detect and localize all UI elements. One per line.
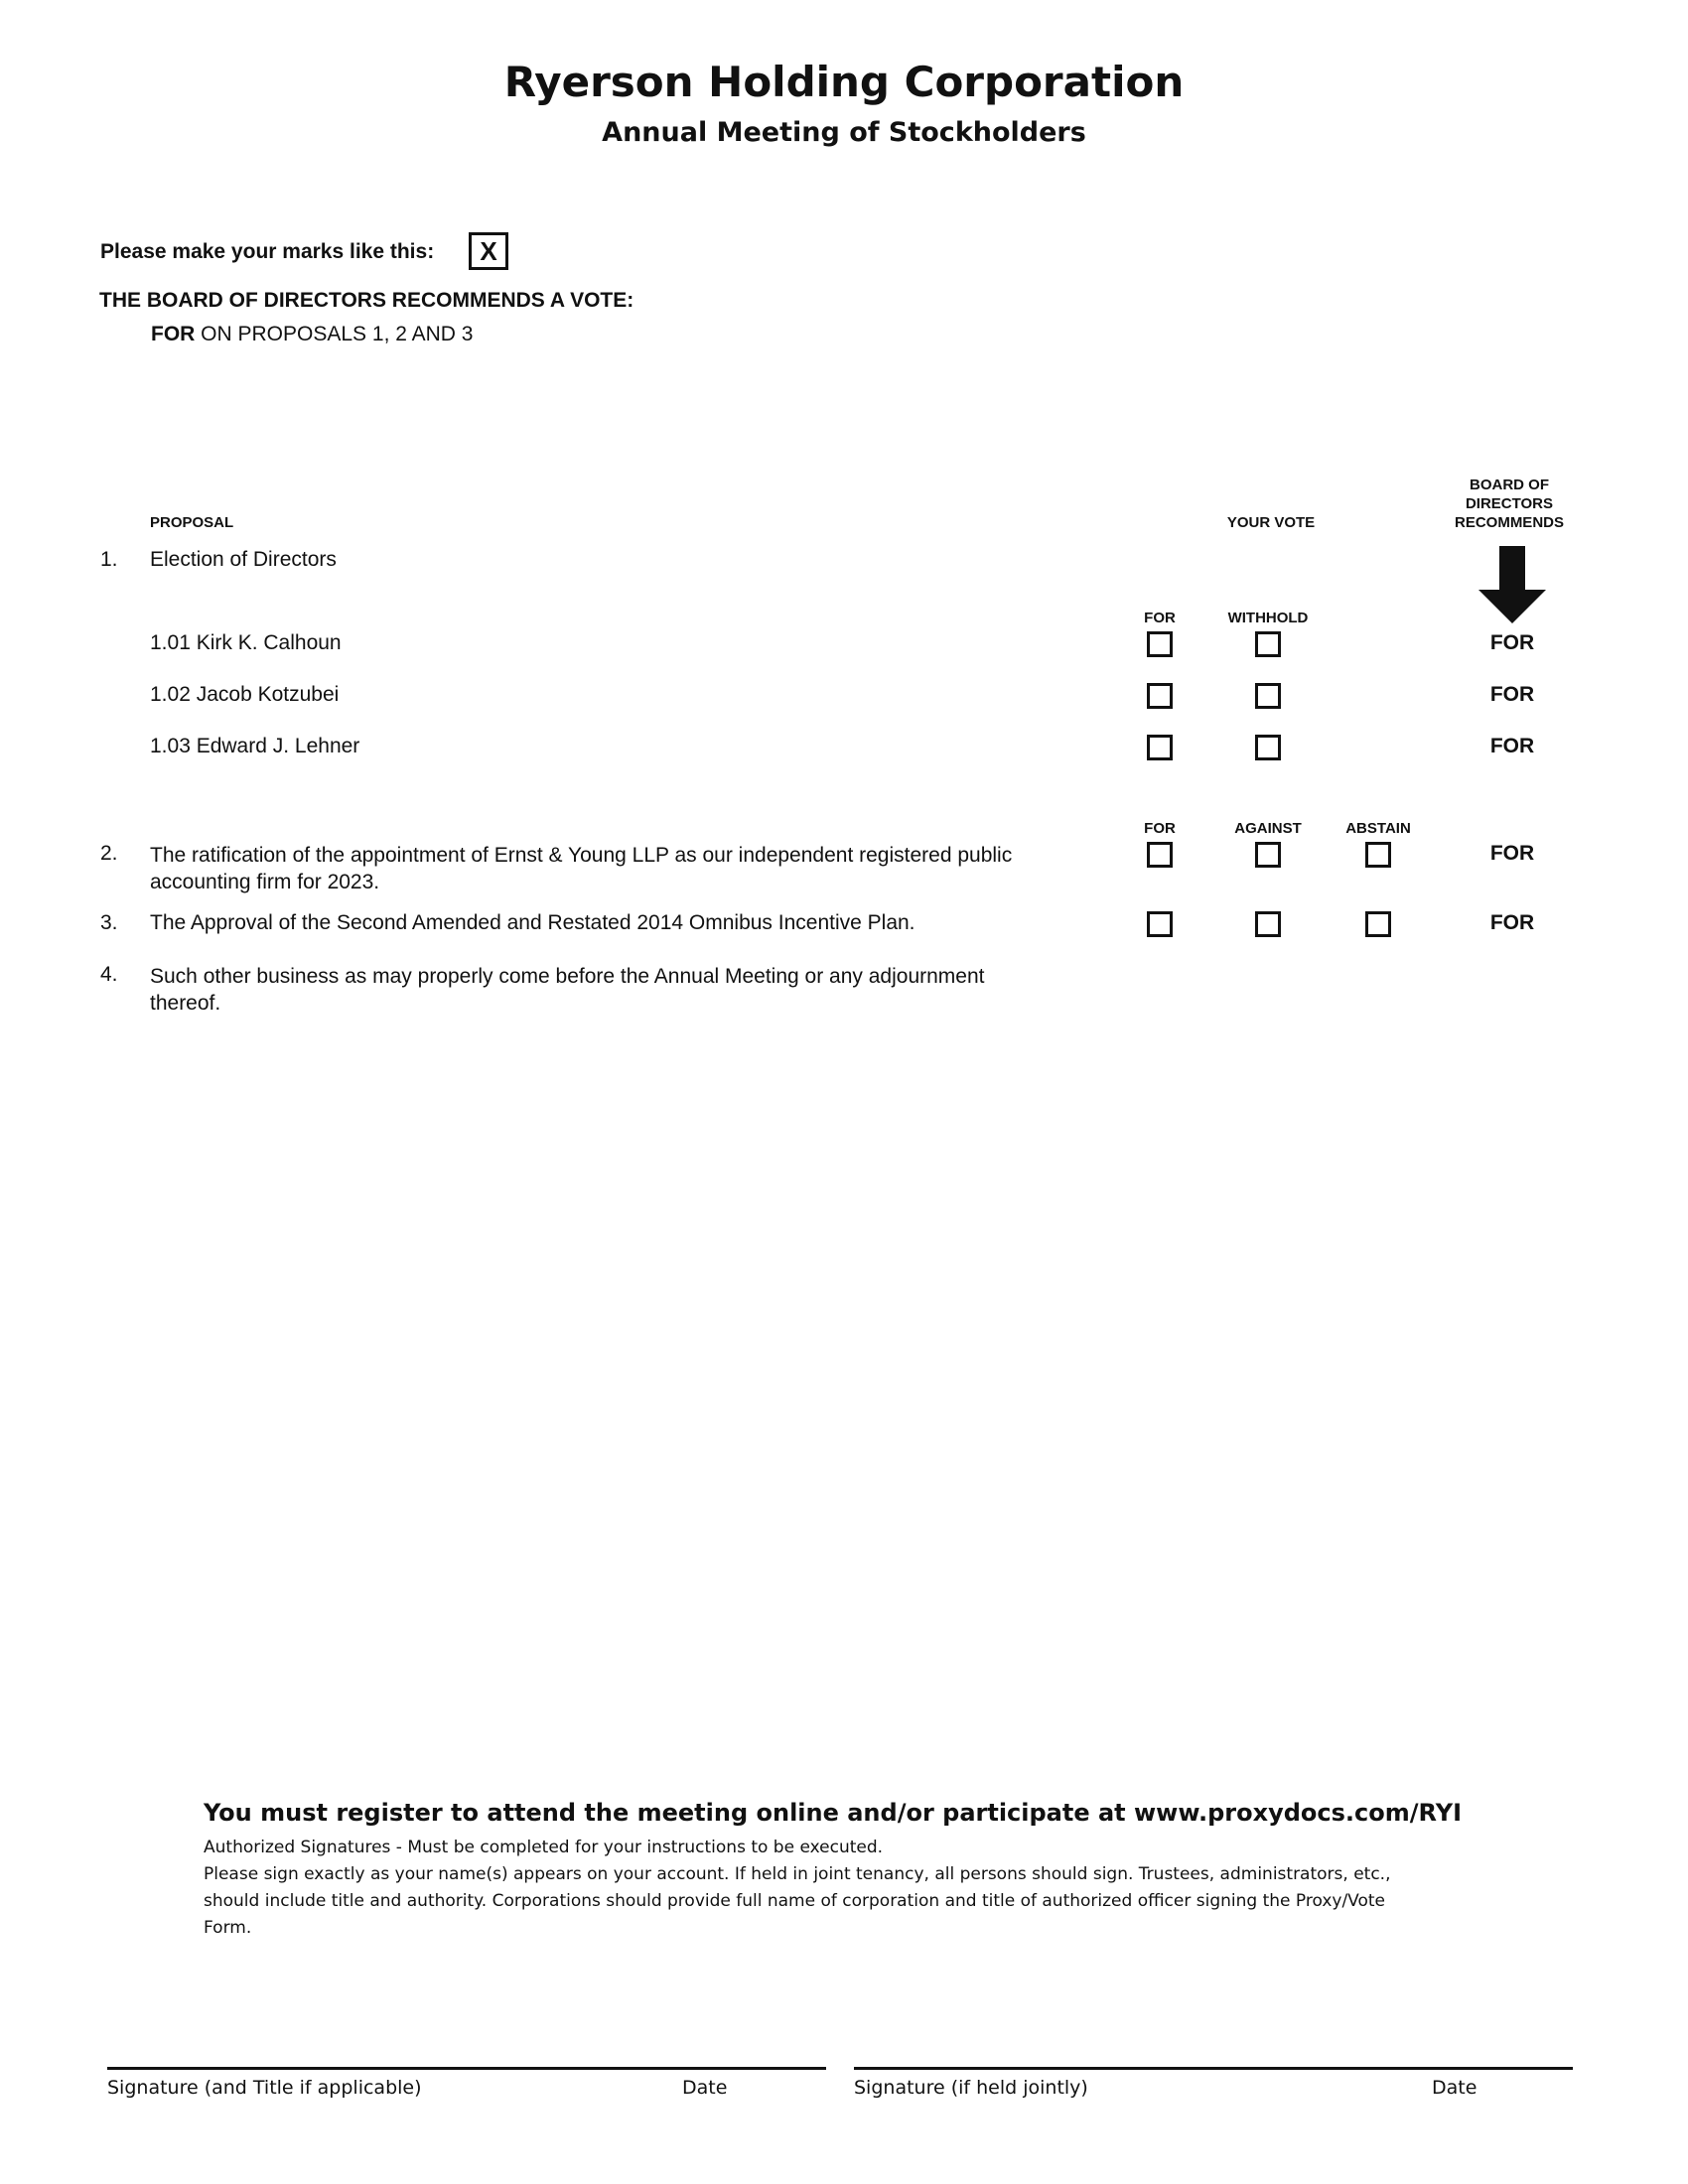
nominee-1-01-for-checkbox[interactable] bbox=[1147, 631, 1173, 657]
nominee-1-02-recommend: FOR bbox=[1489, 683, 1535, 706]
col-against-p2: AGAINST bbox=[1234, 820, 1302, 837]
nominee-1-03: 1.03 Edward J. Lehner bbox=[150, 735, 360, 757]
proposal-1-number: 1. bbox=[100, 548, 118, 571]
board-header-line3: RECOMMENDS bbox=[1454, 514, 1564, 531]
signature-2-caption: Signature (if held jointly) bbox=[854, 2077, 1088, 2099]
proposal-3-number: 3. bbox=[100, 911, 118, 934]
proposal-2-text bbox=[150, 842, 1012, 895]
down-arrow-icon bbox=[1477, 544, 1548, 625]
col-for-p1: FOR bbox=[1144, 610, 1176, 626]
nominee-1-03-for-checkbox[interactable] bbox=[1147, 735, 1173, 760]
register-notice: You must register to attend the meeting online and/or participate at www.proxydocs.com/RYI bbox=[204, 1799, 1462, 1827]
recommendation-for: FOR bbox=[151, 323, 196, 345]
proposal-3-for-checkbox[interactable] bbox=[1147, 911, 1173, 937]
proposal-2-abstain-checkbox[interactable] bbox=[1365, 842, 1391, 868]
proposal-2-line2: accounting firm for 2023. bbox=[150, 871, 380, 893]
proposal-2-recommend: FOR bbox=[1489, 842, 1535, 865]
proposal-column-header: PROPOSAL bbox=[150, 514, 234, 531]
nominee-1-03-recommend: FOR bbox=[1489, 735, 1535, 757]
date-2-caption: Date bbox=[1432, 2077, 1477, 2099]
signature-line-2[interactable] bbox=[854, 2067, 1573, 2070]
board-recommendation-line bbox=[151, 323, 473, 346]
nominee-1-02: 1.02 Jacob Kotzubei bbox=[150, 683, 340, 706]
sample-mark-box: X bbox=[469, 232, 508, 270]
sign-instructions-line3: Form. bbox=[204, 1918, 252, 1938]
proposal-2-against-checkbox[interactable] bbox=[1255, 842, 1281, 868]
proposal-3-against-checkbox[interactable] bbox=[1255, 911, 1281, 937]
proposal-2-line1: The ratification of the appointment of Ernst & Young LLP as our independent registered public bbox=[150, 844, 1013, 867]
proposal-4-line2: thereof. bbox=[150, 992, 221, 1015]
col-abstain-p2: ABSTAIN bbox=[1345, 820, 1411, 837]
proposal-1-text: Election of Directors bbox=[150, 548, 337, 571]
nominee-1-01: 1.01 Kirk K. Calhoun bbox=[150, 631, 342, 654]
col-withhold-p1: WITHHOLD bbox=[1227, 610, 1309, 626]
nominee-1-02-withhold-checkbox[interactable] bbox=[1255, 683, 1281, 709]
nominee-1-03-withhold-checkbox[interactable] bbox=[1255, 735, 1281, 760]
nominee-1-02-for-checkbox[interactable] bbox=[1147, 683, 1173, 709]
your-vote-header: YOUR VOTE bbox=[1226, 514, 1316, 531]
nominee-1-01-recommend: FOR bbox=[1489, 631, 1535, 654]
board-recommends-header bbox=[1430, 476, 1589, 532]
proposal-4-line1: Such other business as may properly come before the Annual Meeting or any adjournment bbox=[150, 965, 985, 988]
signature-line-1[interactable] bbox=[107, 2067, 826, 2070]
mark-instruction: Please make your marks like this: bbox=[100, 240, 435, 263]
proposal-3-text: The Approval of the Second Amended and Restated 2014 Omnibus Incentive Plan. bbox=[150, 911, 915, 934]
col-for-p2: FOR bbox=[1144, 820, 1176, 837]
board-header-line1: BOARD OF bbox=[1470, 477, 1549, 493]
proposal-2-for-checkbox[interactable] bbox=[1147, 842, 1173, 868]
form-subtitle: Annual Meeting of Stockholders bbox=[602, 117, 1086, 148]
proposal-4-number: 4. bbox=[100, 963, 118, 986]
form-title: Ryerson Holding Corporation bbox=[503, 58, 1185, 106]
proposal-3-abstain-checkbox[interactable] bbox=[1365, 911, 1391, 937]
proposal-3-recommend: FOR bbox=[1489, 911, 1535, 934]
proposal-2-number: 2. bbox=[100, 842, 118, 865]
board-recommendation-heading: THE BOARD OF DIRECTORS RECOMMENDS A VOTE: bbox=[99, 289, 634, 312]
footer-instructions bbox=[204, 1835, 1494, 1942]
date-1-caption: Date bbox=[682, 2077, 728, 2099]
auth-signatures-note: Authorized Signatures - Must be completed for your instructions to be executed. bbox=[204, 1838, 884, 1857]
recommendation-rest: ON PROPOSALS 1, 2 AND 3 bbox=[201, 323, 474, 345]
proposal-4-text bbox=[150, 963, 984, 1017]
signature-1-caption: Signature (and Title if applicable) bbox=[107, 2077, 422, 2099]
sign-instructions-line1: Please sign exactly as your name(s) appears on your account. If held in joint tenancy, all persons should sign. Trustees, administrators, etc., bbox=[204, 1864, 1391, 1884]
sign-instructions-line2: should include title and authority. Corporations should provide full name of corporation and title of authorized officer signing the Proxy/Vote bbox=[204, 1891, 1386, 1911]
board-header-line2: DIRECTORS bbox=[1465, 495, 1554, 512]
nominee-1-01-withhold-checkbox[interactable] bbox=[1255, 631, 1281, 657]
